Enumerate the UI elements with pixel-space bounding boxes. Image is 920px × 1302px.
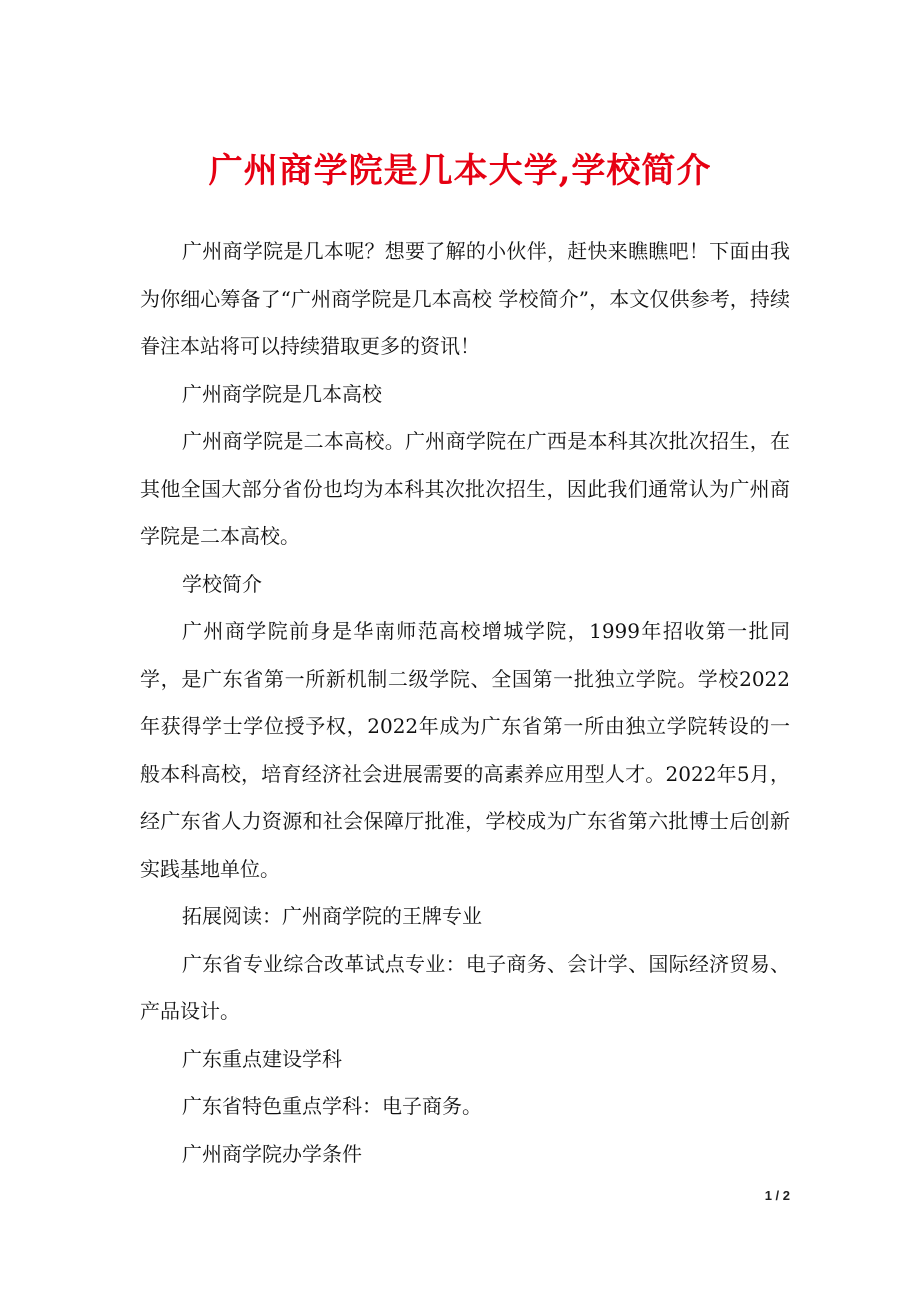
paragraph-intro: 广州商学院是几本呢？想要了解的小伙伴，赶快来瞧瞧吧！下面由我为你细心筹备了“广州商学院是几本高校 学校简介”，本文仅供参考，持续眷注本站将可以持续猎取更多的资讯！ [140,239,790,358]
paragraph-key-discipline: 广东省特色重点学科：电子商务。 [182,1094,482,1118]
paragraph-school-history: 广州商学院前身是华南师范高校增城学院，1999年招收第一批同学，是广东省第一所新机制二级学院、全国第一批独立学院。学校2022年获得学士学位授予权，2022年成为广东省第一所由独立学院转设的一般本科高校，培育经济社会进展需要的高素养应用型人才。2022年5月，经广东省人力资源和社会保障厅批准，学校成为广东省第六批博士后创新实践基地单位。 [140,619,790,881]
page-number: 1 / 2 [764,1188,790,1203]
paragraph-heading-majors: 拓展阅读：广州商学院的王牌专业 [182,904,482,928]
paragraph-heading-disciplines: 广东重点建设学科 [182,1046,342,1071]
paragraph-level-detail: 广州商学院是二本高校。广州商学院在广西是本科其次批次招生，在其他全国大部分省份也均为本科其次批次招生，因此我们通常认为广州商学院是二本高校。 [140,429,790,548]
paragraph-heading-intro: 学校简介 [182,571,262,596]
paragraph-heading-conditions: 广州商学院办学条件 [182,1141,362,1166]
paragraph-heading-level: 广州商学院是几本高校 [182,381,382,406]
paragraph-reform-majors: 广东省专业综合改革试点专业：电子商务、会计学、国际经济贸易、产品设计。 [140,951,790,1023]
document-title: 广州商学院是几本大学,学校简介 [208,151,712,191]
document-body [140,228,790,1178]
